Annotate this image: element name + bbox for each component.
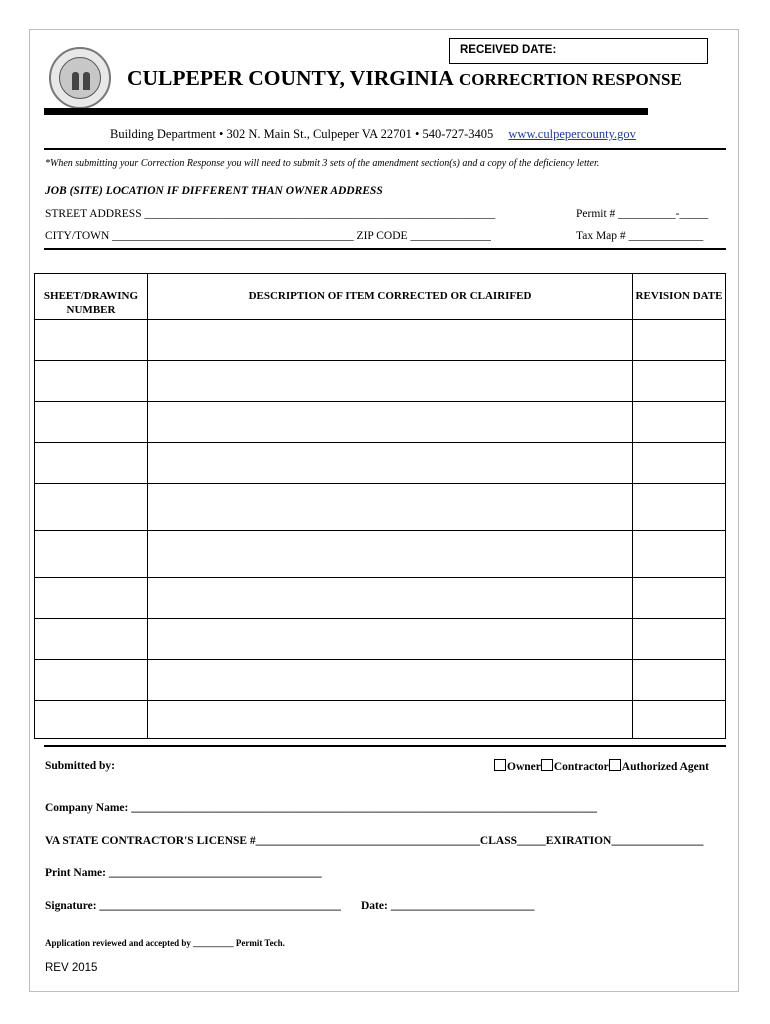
revision-date-cell[interactable] (633, 402, 726, 443)
contractor-checkbox[interactable] (541, 759, 553, 771)
sheet-cell[interactable] (35, 531, 148, 578)
sheet-cell[interactable] (35, 402, 148, 443)
description-cell[interactable] (148, 361, 633, 402)
role-checkboxes (494, 759, 709, 773)
corrections-table (34, 273, 726, 739)
submitted-by-label: Submitted by: (45, 760, 115, 772)
description-cell[interactable] (148, 402, 633, 443)
description-cell[interactable] (148, 484, 633, 531)
revision-date-cell[interactable] (633, 361, 726, 402)
description-cell[interactable] (148, 619, 633, 660)
agent-label: Authorized Agent (621, 761, 710, 773)
table-row (35, 320, 726, 361)
description-cell[interactable] (148, 660, 633, 701)
company-name-field[interactable]: Company Name: _________________________________________________________________________________ (45, 802, 597, 814)
date-field[interactable]: Date: _________________________ (361, 900, 535, 912)
header-divider (44, 108, 648, 115)
received-date-label: RECEIVED DATE: (460, 44, 557, 56)
street-address-field[interactable]: STREET ADDRESS _____________________________________________________________ (45, 208, 496, 220)
revision-date-cell[interactable] (633, 619, 726, 660)
table-row (35, 402, 726, 443)
description-cell[interactable] (148, 443, 633, 484)
owner-checkbox[interactable] (494, 759, 506, 771)
description-header: DESCRIPTION OF ITEM CORRECTED OR CLAIRIFED (148, 274, 633, 320)
description-cell[interactable] (148, 701, 633, 739)
received-date-box[interactable] (449, 38, 708, 64)
table-row (35, 531, 726, 578)
contractor-label: Contractor (553, 761, 609, 773)
revision-date-cell[interactable] (633, 578, 726, 619)
review-line: Application reviewed and accepted by _________ Permit Tech. (45, 938, 285, 948)
description-cell[interactable] (148, 578, 633, 619)
revision-date-cell[interactable] (633, 660, 726, 701)
revision-label: REV 2015 (45, 962, 98, 974)
sheet-cell[interactable] (35, 484, 148, 531)
divider (44, 248, 726, 250)
department-info (110, 127, 636, 142)
permit-field[interactable]: Permit # __________-_____ (576, 208, 709, 220)
signature-field[interactable]: Signature: __________________________________________ (45, 900, 341, 912)
revision-date-header: REVISION DATE (633, 274, 726, 320)
county-title: CULPEPER COUNTY, VIRGINIA (127, 66, 454, 90)
table-row (35, 578, 726, 619)
table-row (35, 443, 726, 484)
license-field[interactable]: VA STATE CONTRACTOR'S LICENSE #_______________________________________CLASS_____EXIRATION________________ (45, 835, 704, 847)
revision-date-cell[interactable] (633, 320, 726, 361)
revision-date-cell[interactable] (633, 531, 726, 578)
table-row (35, 701, 726, 739)
description-cell[interactable] (148, 320, 633, 361)
divider (44, 745, 726, 747)
job-location-heading: JOB (SITE) LOCATION IF DIFFERENT THAN OWNER ADDRESS (45, 185, 383, 197)
sheet-cell[interactable] (35, 619, 148, 660)
revision-date-cell[interactable] (633, 443, 726, 484)
sheet-cell[interactable] (35, 443, 148, 484)
submission-note: *When submitting your Correction Response you will need to submit 3 sets of the amendment section(s) and a copy of the deficiency letter. (45, 158, 600, 169)
table-row (35, 361, 726, 402)
table-row (35, 484, 726, 531)
revision-date-cell[interactable] (633, 701, 726, 739)
sheet-cell[interactable] (35, 361, 148, 402)
revision-date-cell[interactable] (633, 484, 726, 531)
department-address: Building Department • 302 N. Main St., Culpeper VA 22701 • 540-727-3405 (110, 127, 494, 141)
divider (44, 148, 726, 150)
sheet-cell[interactable] (35, 660, 148, 701)
website-link[interactable]: www.culpepercounty.gov (508, 127, 636, 141)
sheet-number-header: SHEET/DRAWING NUMBER (35, 274, 148, 320)
table-row (35, 619, 726, 660)
agent-checkbox[interactable] (609, 759, 621, 771)
tax-map-field[interactable]: Tax Map # _____________ (576, 230, 704, 242)
owner-label: Owner (507, 761, 541, 773)
table-row (35, 660, 726, 701)
description-cell[interactable] (148, 531, 633, 578)
form-title: CORRECRTION RESPONSE (459, 70, 682, 89)
print-name-field[interactable]: Print Name: _____________________________________ (45, 867, 322, 879)
county-seal (49, 47, 111, 109)
sheet-cell[interactable] (35, 701, 148, 739)
sheet-cell[interactable] (35, 320, 148, 361)
sheet-cell[interactable] (35, 578, 148, 619)
city-zip-field[interactable]: CITY/TOWN __________________________________________ ZIP CODE ______________ (45, 230, 491, 242)
